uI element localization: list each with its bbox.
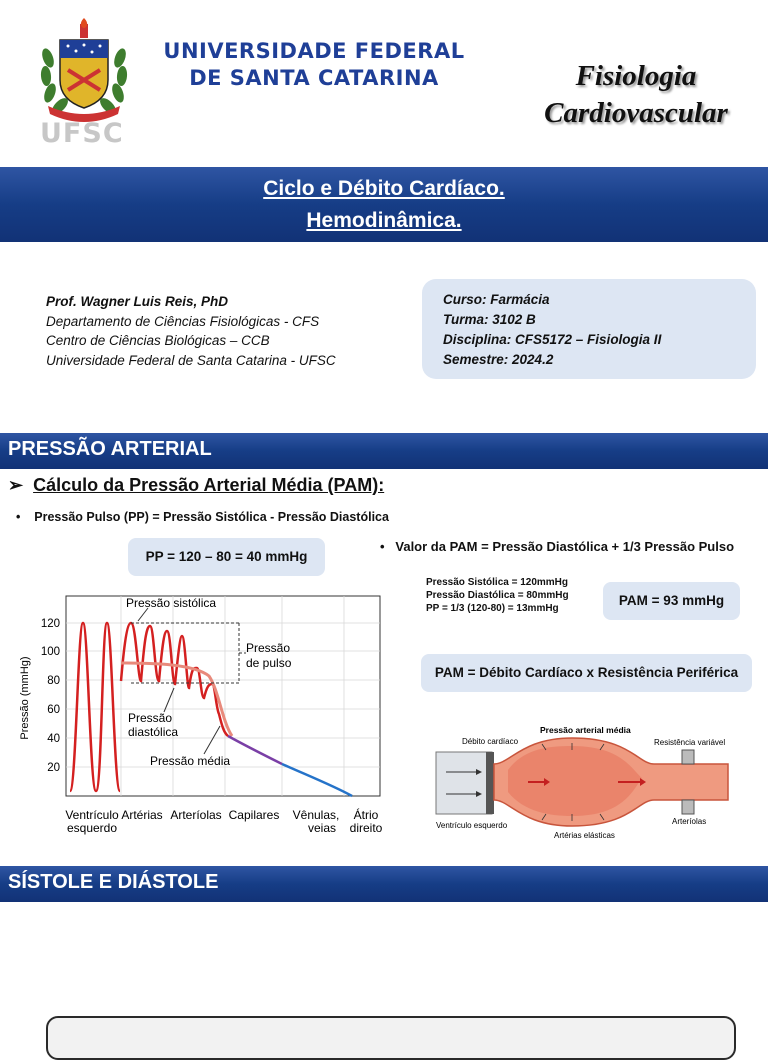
- label-pressao-media: Pressão média: [150, 754, 231, 768]
- bullet-valor-pam: [380, 539, 734, 554]
- university-name: [148, 38, 480, 92]
- course-info-semestre: Semestre: 2024.2: [443, 352, 554, 367]
- bullet-icon: •: [16, 510, 35, 524]
- x-tick: Ventrículo: [65, 808, 119, 822]
- pressure-figure: [14, 586, 390, 842]
- logo-text: UFSC: [40, 118, 124, 149]
- x-tick: Átrio: [353, 808, 379, 822]
- course-title-line1: Fisiologia: [575, 60, 697, 92]
- label-pressao-diastolica-1: Pressão: [128, 711, 173, 725]
- x-tick: Capilares: [228, 808, 280, 822]
- x-tick: veias: [307, 821, 337, 835]
- pp-formula-box: PP = 120 – 80 = 40 mmHg: [128, 538, 325, 576]
- label-arterias-elasticas: Artérias elásticas: [554, 831, 615, 840]
- course-info-box: [422, 279, 756, 379]
- university-name-line2: DE SANTA CATARINA: [189, 66, 439, 90]
- y-tick: 120: [40, 618, 60, 630]
- label-debito-cardiaco: Débito cardíaco: [462, 737, 519, 746]
- professor-info: [46, 292, 336, 370]
- vessel-diagram: [432, 720, 738, 844]
- label-resistencia-variavel: Resistência variável: [654, 738, 726, 747]
- bullet-pressao-pulso: [16, 510, 389, 524]
- y-tick: 80: [47, 675, 60, 687]
- professor-department: Departamento de Ciências Fisiológicas - CFS: [46, 313, 320, 329]
- course-info-curso: Curso: Farmácia: [443, 292, 550, 307]
- course-info-disciplina: Disciplina: CFS5172 – Fisiologia II: [443, 332, 662, 347]
- professor-center: Centro de Ciências Biológicas – CCB: [46, 333, 270, 348]
- label-arteriolas: Arteríolas: [672, 817, 707, 826]
- arrow-right-icon: ➢: [8, 475, 24, 495]
- pam-value-box: PAM = 93 mmHg: [603, 582, 740, 620]
- lecture-title-line2: Hemodinâmica.: [306, 209, 462, 232]
- pam-calculation: [426, 576, 569, 615]
- bullet-valor-pam-text: Valor da PAM = Pressão Diastólica + 1/3 Pressão Pulso: [395, 539, 735, 554]
- x-tick: Arteríolas: [170, 808, 222, 822]
- section-title: SÍSTOLE E DIÁSTOLE: [8, 871, 219, 893]
- pam-heading: [8, 475, 384, 496]
- label-pressao-arterial-media: Pressão arterial média: [540, 725, 631, 735]
- course-info-turma: Turma: 3102 B: [443, 312, 536, 327]
- lecture-title-line1: Ciclo e Débito Cardíaco.: [263, 177, 505, 200]
- x-tick: Artérias: [121, 808, 163, 822]
- calc-line: Pressão Diastólica = 80mmHg: [426, 590, 569, 601]
- professor-university: Universidade Federal de Santa Catarina - UFSC: [46, 352, 336, 368]
- bullet-icon: •: [380, 539, 396, 554]
- y-tick: 100: [40, 646, 60, 658]
- calc-line: PP = 1/3 (120-80) = 13mmHg: [426, 603, 559, 614]
- content-box: [46, 1016, 736, 1060]
- label-pressao-diastolica-2: diastólica: [128, 725, 179, 739]
- label-pressao-pulso-1: Pressão: [246, 641, 291, 655]
- x-tick: esquerdo: [66, 821, 118, 835]
- label-ventriculo-esquerdo: Ventrículo esquerdo: [436, 821, 508, 830]
- label-pressao-pulso-2: de pulso: [246, 656, 292, 670]
- section-title: PRESSÃO ARTERIAL: [8, 438, 212, 460]
- y-tick: 40: [47, 733, 60, 745]
- course-title: [520, 58, 752, 132]
- x-tick: direito: [349, 821, 383, 835]
- y-tick: 60: [47, 704, 60, 716]
- professor-name: Prof. Wagner Luis Reis, PhD: [46, 294, 229, 309]
- y-tick: 20: [47, 762, 60, 774]
- label-pressao-sistolica: Pressão sistólica: [126, 596, 217, 610]
- course-title-line2: Cardiovascular: [544, 97, 728, 129]
- university-name-line1: UNIVERSIDADE FEDERAL: [163, 39, 465, 63]
- section-header-sistole-diastole: [0, 866, 768, 902]
- bullet-pressao-pulso-text: Pressão Pulso (PP) = Pressão Sistólica - Pressão Diastólica: [34, 510, 389, 524]
- calc-line: Pressão Sistólica = 120mmHg: [426, 577, 569, 588]
- pam-resistance-formula-box: PAM = Débito Cardíaco x Resistência Periférica: [421, 654, 752, 692]
- title-band: [0, 167, 768, 242]
- pam-heading-text: Cálculo da Pressão Arterial Média (PAM):: [33, 475, 385, 495]
- section-header-pressao-arterial: [0, 433, 768, 469]
- y-axis-label: Pressão (mmHg): [19, 656, 31, 740]
- x-tick: Vênulas,: [292, 808, 340, 822]
